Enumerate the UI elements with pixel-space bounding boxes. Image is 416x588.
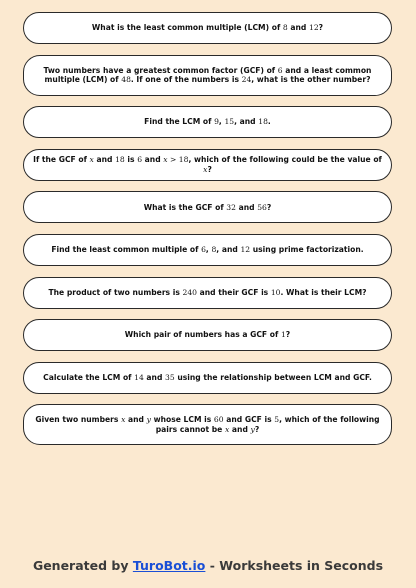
text-run: . What is their LCM? bbox=[280, 287, 367, 297]
math-number: > 18 bbox=[167, 155, 189, 165]
text-run: and bbox=[235, 202, 258, 212]
text-run: ? bbox=[266, 202, 272, 212]
text-run: , and bbox=[216, 245, 241, 255]
math-number: 9 bbox=[214, 117, 219, 127]
text-run: , bbox=[205, 245, 212, 255]
text-run: and bbox=[125, 415, 147, 425]
text-run: Two numbers have a greatest common factor (GCF) of bbox=[43, 65, 278, 75]
text-run: Find the least common multiple of bbox=[51, 245, 202, 255]
question-card bbox=[23, 149, 392, 181]
text-run: and a least common multiple (LCM) of bbox=[44, 65, 372, 85]
text-run: What is the GCF of bbox=[143, 202, 227, 212]
math-variable: x bbox=[203, 164, 208, 174]
text-run: and bbox=[229, 424, 251, 434]
text-run: using prime factorization. bbox=[250, 245, 364, 255]
question-card bbox=[23, 106, 392, 138]
text-run: and GCF is bbox=[223, 415, 275, 425]
text-run: ? bbox=[285, 330, 291, 340]
math-number: 48 bbox=[121, 75, 131, 85]
question-text bbox=[125, 330, 290, 340]
text-run: whose LCM is bbox=[150, 415, 214, 425]
math-number: 15 bbox=[224, 117, 235, 127]
math-number: 6 bbox=[201, 245, 206, 255]
text-run: Which pair of numbers has a GCF of bbox=[124, 330, 281, 340]
question-card bbox=[23, 362, 392, 394]
text-run: and bbox=[143, 373, 166, 382]
text-run: and their GCF is bbox=[197, 287, 271, 297]
question-text bbox=[43, 373, 372, 383]
math-number: 10 bbox=[270, 287, 281, 297]
math-number: 12 bbox=[309, 23, 319, 33]
footer bbox=[0, 558, 416, 573]
text-run: is bbox=[124, 155, 138, 165]
text-run: and bbox=[93, 155, 116, 165]
text-run: , which of the following could be the value of bbox=[188, 155, 382, 165]
text-run: Given two numbers bbox=[35, 415, 122, 425]
math-number: 12 bbox=[240, 245, 251, 255]
question-card bbox=[23, 277, 392, 309]
question-text bbox=[51, 245, 363, 255]
text-run: . bbox=[267, 117, 271, 127]
question-card bbox=[23, 404, 392, 445]
text-run: and bbox=[142, 155, 164, 165]
footer-prefix: Generated by bbox=[32, 558, 133, 573]
math-variable: x bbox=[121, 415, 126, 425]
text-run: using the relationship between LCM and GCF. bbox=[174, 373, 372, 382]
math-number: 8 bbox=[282, 23, 288, 33]
math-number: 35 bbox=[165, 373, 175, 382]
question-card bbox=[23, 55, 392, 96]
math-variable: x bbox=[163, 155, 168, 165]
math-number: 18 bbox=[258, 117, 268, 127]
math-number: 6 bbox=[277, 65, 283, 75]
text-run: What is the least common multiple (LCM) of bbox=[91, 23, 283, 33]
text-run: , and bbox=[234, 117, 259, 127]
text-run: ? bbox=[318, 23, 324, 33]
question-text bbox=[32, 415, 383, 434]
math-number: 32 bbox=[226, 202, 236, 212]
math-variable: y bbox=[146, 415, 151, 425]
text-run: Find the LCM of bbox=[144, 117, 215, 127]
turobot-link[interactable]: TuroBot.io bbox=[132, 558, 206, 573]
footer-suffix: - Worksheets in Seconds bbox=[205, 558, 384, 573]
question-text bbox=[32, 155, 383, 174]
question-text bbox=[32, 66, 383, 85]
text-run: , what is the other number? bbox=[251, 75, 371, 85]
math-variable: y bbox=[250, 424, 255, 434]
math-variable: x bbox=[89, 155, 94, 165]
question-text bbox=[48, 288, 366, 298]
text-run: . If one of the numbers is bbox=[130, 75, 242, 85]
math-number: 24 bbox=[241, 75, 252, 85]
text-run: ? bbox=[207, 164, 212, 174]
math-number: 5 bbox=[274, 415, 280, 425]
question-list bbox=[23, 12, 392, 456]
math-number: 1 bbox=[280, 330, 286, 340]
question-text bbox=[144, 203, 272, 213]
text-run: , bbox=[218, 117, 225, 127]
math-number: 56 bbox=[257, 202, 267, 212]
math-number: 60 bbox=[213, 415, 224, 425]
math-number: 6 bbox=[137, 155, 143, 165]
math-number: 18 bbox=[115, 155, 125, 165]
question-card bbox=[23, 234, 392, 266]
question-card bbox=[23, 12, 392, 44]
text-run: , which of the following pairs cannot be bbox=[155, 415, 380, 434]
text-run: Calculate the LCM of bbox=[43, 373, 135, 382]
math-variable: x bbox=[224, 424, 230, 434]
question-card bbox=[23, 191, 392, 223]
question-text bbox=[92, 23, 323, 33]
question-card bbox=[23, 319, 392, 351]
math-number: 14 bbox=[134, 373, 144, 382]
text-run: ? bbox=[254, 424, 260, 434]
text-run: and bbox=[287, 23, 309, 33]
text-run: If the GCF of bbox=[33, 155, 90, 165]
math-number: 8 bbox=[211, 245, 217, 255]
math-number: 240 bbox=[182, 287, 197, 297]
text-run: The product of two numbers is bbox=[48, 287, 183, 297]
question-text bbox=[144, 117, 271, 127]
